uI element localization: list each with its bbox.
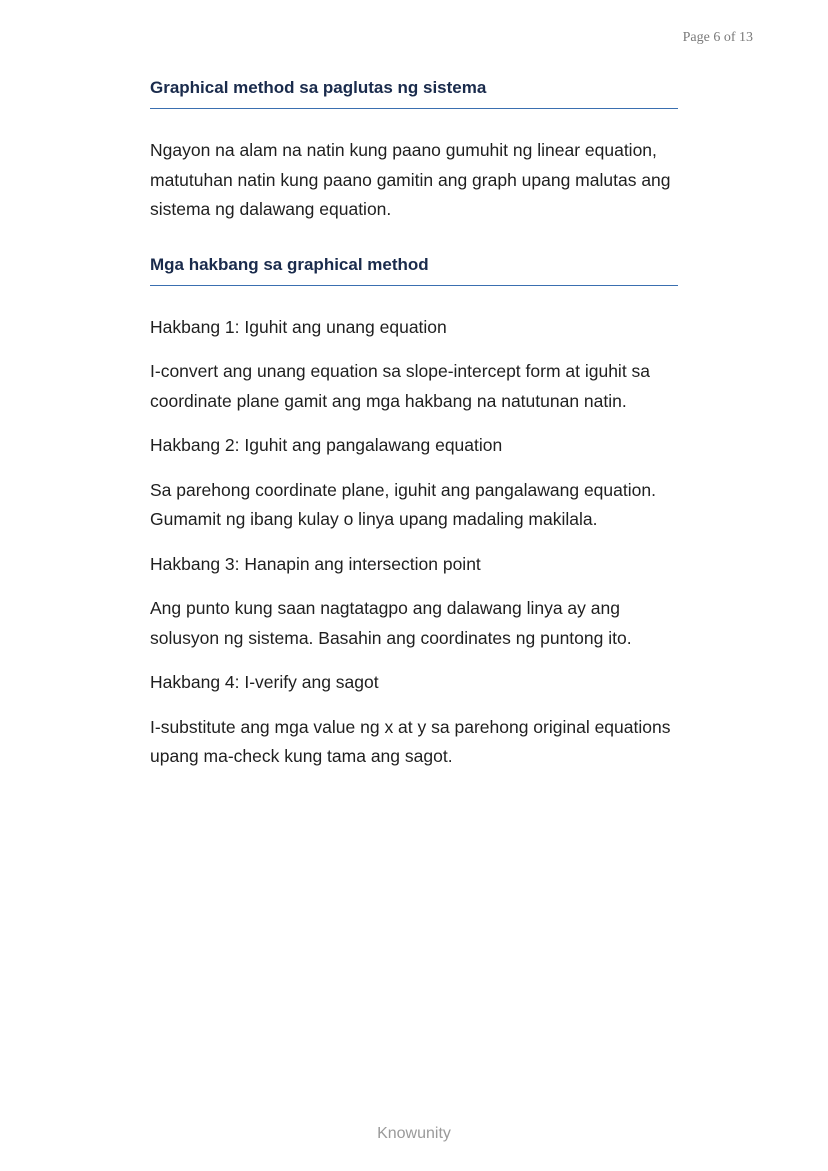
step-3: [150, 550, 678, 654]
step-4: [150, 668, 678, 772]
step-2: [150, 431, 678, 535]
page-number: Page 6 of 13: [682, 30, 753, 45]
steps-list: [150, 313, 678, 772]
step-description: I-convert ang unang equation sa slope-intercept form at iguhit sa coordinate plane gamit ang mga hakbang na natutunan natin.: [150, 361, 651, 411]
step-title: Hakbang 4: I-verify ang sagot: [150, 672, 379, 692]
section-heading-steps: Mga hakbang sa graphical method: [150, 255, 678, 286]
step-1: [150, 313, 678, 417]
step-title: Hakbang 2: Iguhit ang pangalawang equation: [150, 435, 503, 455]
step-description: Sa parehong coordinate plane, iguhit ang pangalawang equation. Gumamit ng ibang kulay o linya upang madaling makilala.: [150, 479, 656, 529]
step-title: Hakbang 1: Iguhit ang unang equation: [150, 316, 447, 337]
section-heading-graphical-method: Graphical method sa paglutas ng sistema: [150, 78, 678, 109]
step-description: Ang punto kung saan nagtatagpo ang dalawang linya ay ang solusyon ng sistema. Basahin ang coordinates ng puntong ito.: [150, 598, 632, 648]
document-content: [150, 78, 678, 772]
step-title: Hakbang 3: Hanapin ang intersection point: [150, 553, 481, 574]
footer-brand: Knowunity: [377, 1125, 451, 1142]
step-description: I-substitute ang mga value ng x at y sa parehong original equations upang ma-check kung tama ang sagot.: [150, 716, 671, 766]
intro-paragraph: Ngayon na alam na natin kung paano gumuhit ng linear equation, matutuhan natin kung paano gamitin ang graph upang malutas ang sistema ng dalawang equation.: [150, 140, 671, 219]
